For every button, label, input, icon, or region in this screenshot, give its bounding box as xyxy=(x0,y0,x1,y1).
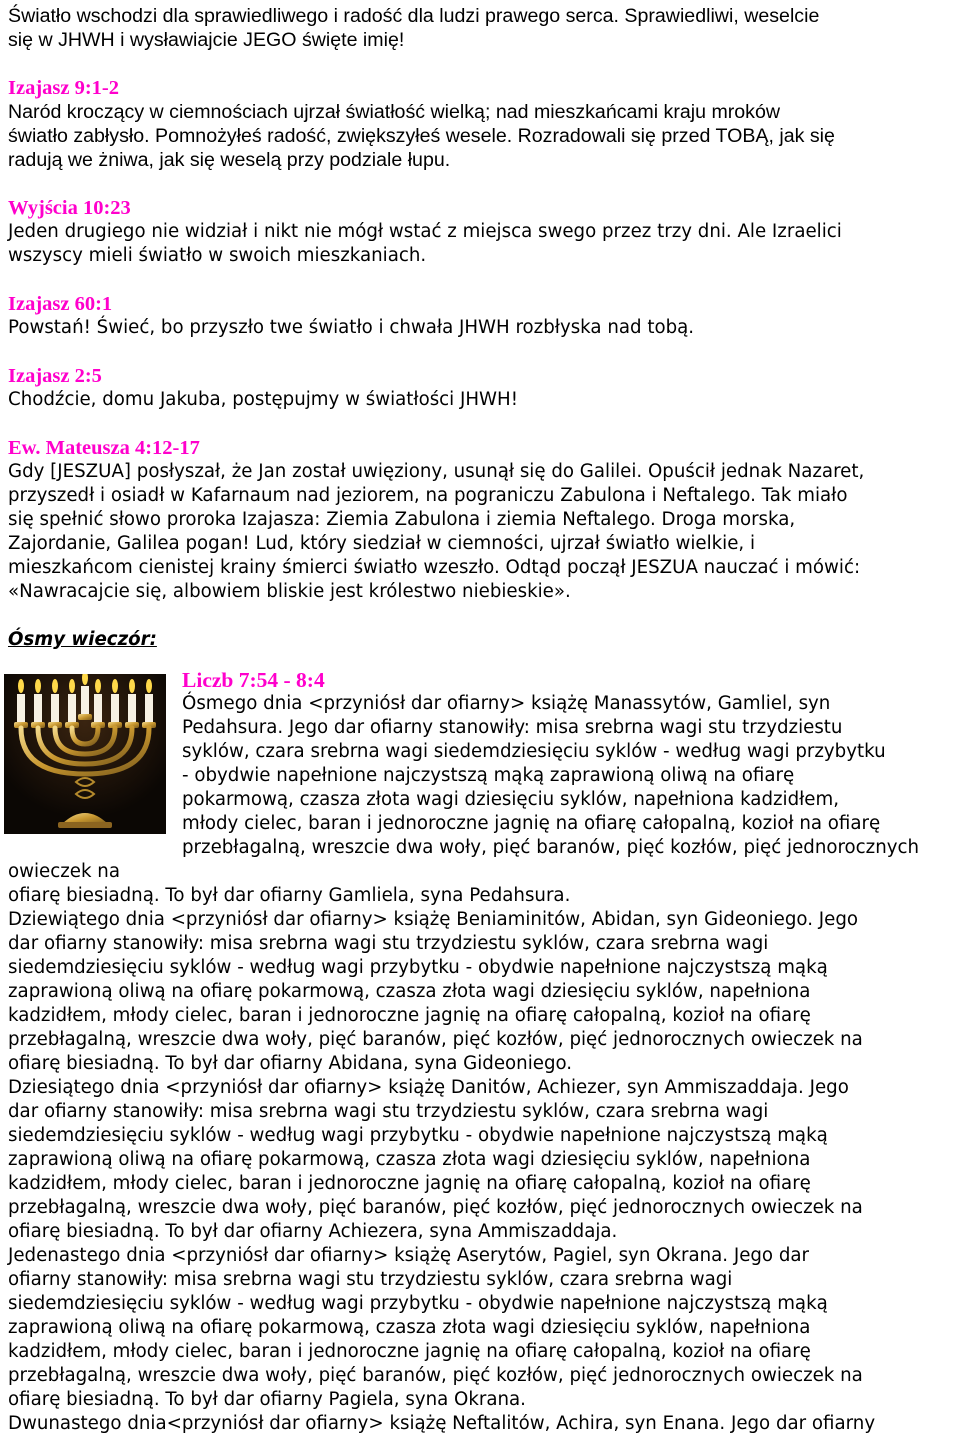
scripture-text-iz60 xyxy=(8,316,960,340)
text-line: Ósmego dnia <przyniósł dar ofiarny> książę Manassytów, Gamliel, syn xyxy=(182,693,831,714)
text-line: młody cielec, baran i jednoroczne jagnię na ofiarę całopalną, kozioł na ofiarę xyxy=(182,813,881,834)
text-line: zaprawioną oliwą na ofiarę pokarmową, czasza złota wagi dziesięciu syklów, napełniona xyxy=(8,981,811,1002)
text-line: zaprawioną oliwą na ofiarę pokarmową, czasza złota wagi dziesięciu syklów, napełniona xyxy=(8,1317,811,1338)
text-line: Jedenastego dnia <przyniósł dar ofiarny> książę Aserytów, Pagiel, syn Okrana. Jego dar xyxy=(8,1245,810,1266)
text-line: światło zabłysło. Pomnożyłeś radość, zwiększyłeś wesele. Rozradowali się przed TOBĄ, jak się xyxy=(8,125,835,147)
text-line: ofiarę biesiadną. To był dar ofiarny Achiezera, syna Ammiszaddaja. xyxy=(8,1221,618,1242)
scripture-reference: Izajasz 2:5 xyxy=(8,365,102,387)
text-line: Gdy [JESZUA] posłyszał, że Jan został uwięziony, usunął się do Galilei. Opuścił jednak Nazaret, xyxy=(8,461,865,482)
intro-line: się w JHWH i wysławiajcie JEGO święte imię! xyxy=(8,29,405,51)
text-line: Pedahsura. Jego dar ofiarny stanowiły: misa srebrna wagi stu trzydziestu xyxy=(182,717,843,738)
scripture-reference: Liczb 7:54 - 8:4 xyxy=(182,668,325,692)
text-line: kadzidłem, młody cielec, baran i jednoroczne jagnię na ofiarę całopalną, kozioł na ofiarę xyxy=(8,1173,811,1194)
text-line: przebłagalną, wreszcie dwa woły, pięć baranów, pięć kozłów, pięć jednorocznych owieczek na xyxy=(8,1029,863,1050)
scripture-reference: Wyjścia 10:23 xyxy=(8,197,131,219)
text-line: wszyscy mieli światło w swoich mieszkaniach. xyxy=(8,245,427,266)
text-line: się spełnić słowo proroka Izajasza: Ziemia Zabulona i ziemia Neftalego. Droga morska, xyxy=(8,509,796,530)
text-line: przebłagalną, wreszcie dwa woły, pięć baranów, pięć kozłów, pięć jednorocznych owieczek na xyxy=(8,837,920,882)
text-line: Dwunastego dnia<przyniósł dar ofiarny> książę Neftalitów, Achira, syn Enana. Jego dar ofiarny xyxy=(8,1413,876,1434)
text-line: ofiarę biesiadną. To był dar ofiarny Abidana, syna Gideoniego. xyxy=(8,1053,573,1074)
menorah-icon xyxy=(4,674,166,834)
text-line: Chodźcie, domu Jakuba, postępujmy w światłości JHWH! xyxy=(8,389,518,410)
text-line: dar ofiarny stanowiły: misa srebrna wagi stu trzydziestu syklów, czara srebrna wagi xyxy=(8,1101,769,1122)
text-line: Zajordanie, Galilea pogan! Lud, który siedział w ciemności, ujrzał światło wielkie, i xyxy=(8,533,756,554)
text-line: pokarmową, czasza złota wagi dziesięciu syklów, napełniona kadzidłem, xyxy=(182,789,839,810)
text-line: siedemdziesięciu syklów - według wagi przybytku - obydwie napełnione najczystszą mąką xyxy=(8,1125,828,1146)
text-line: «Nawracajcie się, albowiem bliskie jest królestwo niebieskie». xyxy=(8,581,571,602)
scripture-text-wj10 xyxy=(8,220,960,268)
scripture-reference: Izajasz 60:1 xyxy=(8,293,113,315)
text-line: - obydwie napełnione najczystszą mąką zaprawioną oliwą na ofiarę xyxy=(182,765,795,786)
text-line: zaprawioną oliwą na ofiarę pokarmową, czasza złota wagi dziesięciu syklów, napełniona xyxy=(8,1149,811,1170)
text-line: przyszedł i osiadł w Kafarnaum nad jeziorem, na pograniczu Zabulona i Neftalego. Tak miało xyxy=(8,485,848,506)
text-line: przebłagalną, wreszcie dwa woły, pięć baranów, pięć kozłów, pięć jednorocznych owieczek na xyxy=(8,1365,863,1386)
text-line: Dziewiątego dnia <przyniósł dar ofiarny> książę Beniaminitów, Abidan, syn Gideoniego. Jego xyxy=(8,909,858,930)
text-line: Powstań! Świeć, bo przyszło twe światło i chwała JHWH rozbłyska nad tobą. xyxy=(8,317,695,338)
section-heading: Ósmy wieczór: xyxy=(8,629,157,650)
document-page xyxy=(8,4,960,1436)
text-line: siedemdziesięciu syklów - według wagi przybytku - obydwie napełnione najczystszą mąką xyxy=(8,957,828,978)
scripture-reference: Izajasz 9:1-2 xyxy=(8,77,120,99)
scripture-text-iz2 xyxy=(8,388,960,412)
text-line: Naród kroczący w ciemnościach ujrzał światłość wielką; nad mieszkańcami kraju mroków xyxy=(8,101,781,123)
text-line: dar ofiarny stanowiły: misa srebrna wagi stu trzydziestu syklów, czara srebrna wagi xyxy=(8,933,769,954)
text-line: syklów, czara srebrna wagi siedemdziesięciu syklów - według wagi przybytku xyxy=(182,741,886,762)
intro-line: Światło wschodzi dla sprawiedliwego i radość dla ludzi prawego serca. Sprawiedliwi, weselcie xyxy=(8,5,820,27)
text-line: ofiarę biesiadną. To był dar ofiarny Gamliela, syna Pedahsura. xyxy=(8,885,571,906)
text-line: siedemdziesięciu syklów - według wagi przybytku - obydwie napełnione najczystszą mąką xyxy=(8,1293,828,1314)
scripture-reference: Ew. Mateusza 4:12-17 xyxy=(8,437,200,459)
scripture-text-iz9 xyxy=(8,100,960,172)
text-line: Dziesiątego dnia <przyniósł dar ofiarny> książę Danitów, Achiezer, syn Ammiszaddaja. Jego xyxy=(8,1077,849,1098)
text-line: kadzidłem, młody cielec, baran i jednoroczne jagnię na ofiarę całopalną, kozioł na ofiarę xyxy=(8,1341,811,1362)
text-line: Jeden drugiego nie widział i nikt nie mógł wstać z miejsca swego przez trzy dni. Ale Izraelici xyxy=(8,221,842,242)
text-line: kadzidłem, młody cielec, baran i jednoroczne jagnię na ofiarę całopalną, kozioł na ofiarę xyxy=(8,1005,811,1026)
scripture-text-mt4 xyxy=(8,460,960,604)
text-line: ofiarę biesiadną. To był dar ofiarny Pagiela, syna Okrana. xyxy=(8,1389,526,1410)
text-line: radują we żniwa, jak się weselą przy podziale łupu. xyxy=(8,149,451,171)
text-line: przebłagalną, wreszcie dwa woły, pięć baranów, pięć kozłów, pięć jednorocznych owieczek na xyxy=(8,1197,863,1218)
text-line: mieszkańcom cienistej krainy śmierci światło wzeszło. Odtąd począł JESZUA nauczać i mówić: xyxy=(8,557,861,578)
text-line: ofiarny stanowiły: misa srebrna wagi stu trzydziestu syklów, czara srebrna wagi xyxy=(8,1269,733,1290)
